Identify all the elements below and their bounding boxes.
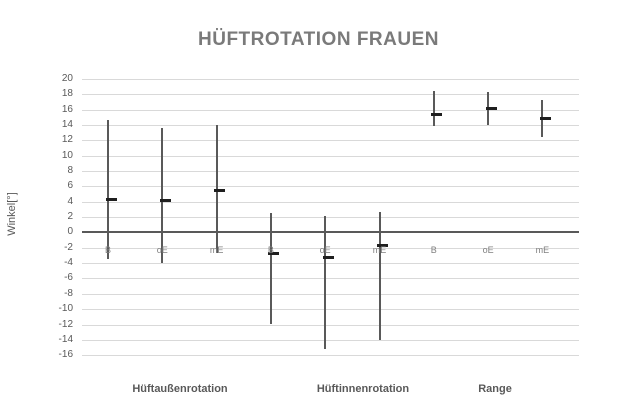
hilo-range-bar bbox=[107, 120, 109, 259]
gridline bbox=[82, 140, 579, 141]
y-tick-label: 16 bbox=[61, 103, 73, 115]
y-tick-label: 6 bbox=[67, 180, 73, 192]
y-tick-label: 0 bbox=[67, 226, 73, 238]
gridline bbox=[82, 79, 579, 80]
category-label: oE bbox=[156, 245, 168, 255]
group-label: Hüftinnenrotation bbox=[316, 383, 410, 395]
gridline bbox=[82, 94, 579, 95]
y-tick-label: -16 bbox=[58, 349, 73, 361]
category-label: B bbox=[267, 245, 274, 255]
category-label: oE bbox=[319, 245, 331, 255]
gridline bbox=[82, 325, 579, 326]
hilo-range-bar bbox=[324, 216, 326, 349]
y-tick-label: 20 bbox=[61, 73, 73, 84]
category-label: mE bbox=[535, 245, 550, 255]
mean-marker bbox=[214, 189, 225, 192]
gridline bbox=[82, 263, 579, 264]
hilo-range-bar bbox=[270, 213, 272, 324]
gridline bbox=[82, 125, 579, 126]
y-tick-label: -10 bbox=[58, 303, 73, 315]
gridline bbox=[82, 217, 579, 218]
gridline bbox=[82, 278, 579, 279]
chart-title: HÜFTROTATION FRAUEN bbox=[198, 29, 439, 50]
gridline bbox=[82, 171, 579, 172]
gridline bbox=[82, 340, 579, 341]
y-tick-label: 10 bbox=[61, 149, 73, 161]
y-axis-title: Winkel[°] bbox=[6, 192, 18, 236]
category-label: oE bbox=[482, 245, 494, 255]
y-tick-label: 18 bbox=[61, 88, 73, 100]
mean-marker bbox=[540, 117, 551, 120]
gridline bbox=[82, 355, 579, 356]
mean-marker bbox=[486, 107, 497, 110]
y-tick-label: -2 bbox=[64, 241, 73, 253]
y-tick-label: 4 bbox=[67, 195, 73, 207]
category-label: mE bbox=[209, 245, 224, 255]
gridline bbox=[82, 156, 579, 157]
y-tick-label: -12 bbox=[58, 318, 73, 330]
category-label: B bbox=[104, 245, 111, 255]
hilo-range-bar bbox=[433, 91, 435, 126]
zero-axis-line bbox=[82, 231, 579, 233]
gridline bbox=[82, 110, 579, 111]
group-label: Hüftaußenrotation bbox=[132, 383, 228, 395]
hilo-range-bar bbox=[161, 128, 163, 263]
y-tick-label: -14 bbox=[58, 333, 73, 345]
mean-marker bbox=[106, 198, 117, 201]
y-tick-label: 14 bbox=[61, 119, 73, 131]
y-tick-label: 2 bbox=[67, 211, 73, 223]
mean-marker bbox=[431, 113, 442, 116]
gridline bbox=[82, 309, 579, 310]
y-tick-label: 12 bbox=[61, 134, 73, 146]
gridline bbox=[82, 202, 579, 203]
y-tick-label: -6 bbox=[64, 272, 73, 284]
group-label: Range bbox=[478, 383, 512, 395]
mean-marker bbox=[160, 199, 171, 202]
y-tick-label: -4 bbox=[64, 257, 73, 269]
category-label: B bbox=[430, 245, 437, 255]
hilo-range-bar bbox=[379, 212, 381, 340]
y-tick-label: -8 bbox=[64, 287, 73, 299]
category-label: mE bbox=[372, 245, 387, 255]
y-tick-label: 8 bbox=[67, 165, 73, 177]
gridline bbox=[82, 294, 579, 295]
gridline bbox=[82, 186, 579, 187]
mean-marker bbox=[323, 256, 334, 259]
